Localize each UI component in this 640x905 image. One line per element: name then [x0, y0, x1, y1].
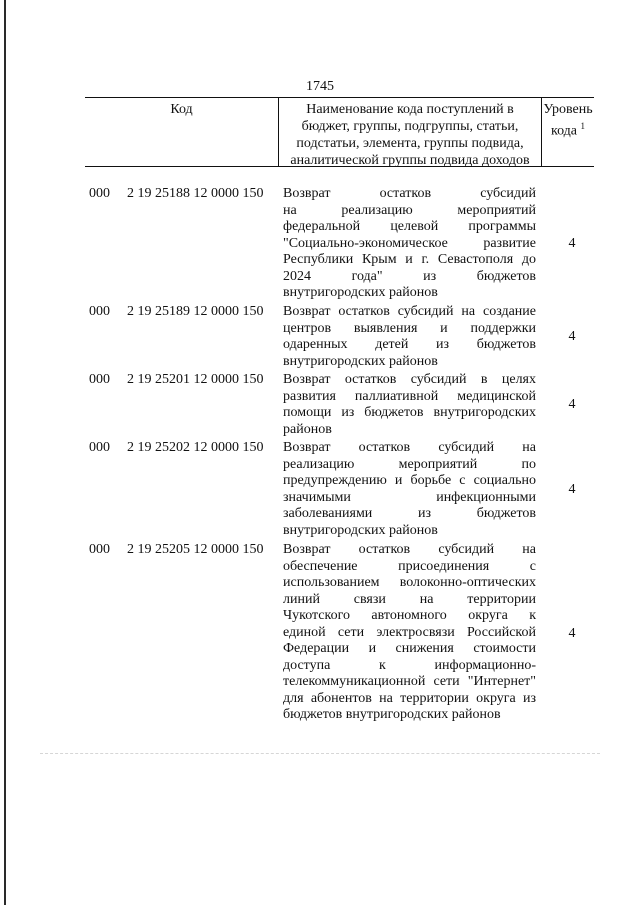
row-code: 2 19 25202 12 0000 150	[127, 440, 264, 455]
header-level	[542, 101, 594, 140]
row-code: 2 19 25201 12 0000 150	[127, 372, 264, 387]
row-level: 4	[568, 482, 576, 497]
row-code: 2 19 25189 12 0000 150	[127, 304, 264, 319]
row-code: 2 19 25188 12 0000 150	[127, 186, 264, 201]
desc-line: для абонентов на территории округа из	[283, 690, 536, 706]
row-description	[283, 304, 536, 370]
header-level-line1: Уровень	[543, 102, 593, 117]
row-class: 000	[89, 186, 110, 201]
desc-line: районов	[283, 421, 332, 437]
desc-line: на реализацию мероприятий	[283, 202, 536, 218]
desc-line: бюджетов внутригородских районов	[283, 707, 501, 722]
header-name	[279, 101, 541, 169]
row-description	[283, 372, 536, 438]
desc-line: Республики Крым и г. Севастополя до	[283, 252, 536, 267]
row-level: 4	[568, 329, 576, 344]
desc-line: Федерации и снижения стоимости	[283, 641, 536, 656]
desc-line: федеральной целевой программы	[283, 219, 536, 234]
desc-line: центров выявления и поддержки	[283, 320, 536, 336]
desc-line: развития паллиативной медицинской	[283, 388, 536, 404]
desc-line: использованием волоконно-оптических	[283, 575, 536, 590]
desc-line: 2024 года" из бюджетов	[283, 268, 536, 284]
desc-line: Возврат остатков субсидий на	[283, 542, 536, 557]
row-level: 4	[568, 236, 576, 251]
desc-line: внутригородских районов	[283, 285, 438, 300]
header-name-line: Наименование кода поступлений в	[306, 102, 514, 117]
desc-line: внутригородских районов	[283, 522, 438, 538]
desc-line: значимыми инфекционными	[283, 489, 536, 505]
row-level: 4	[568, 626, 576, 641]
table-header	[85, 97, 594, 167]
header-level-line2	[542, 118, 594, 140]
desc-line: внутригородских районов	[283, 353, 438, 369]
scan-noise-line	[40, 753, 600, 756]
desc-line: линий связи на территории	[283, 591, 536, 607]
desc-line: Возврат остатков субсидий в целях	[283, 372, 536, 387]
header-name-line: аналитической группы подвида доходов	[290, 153, 530, 168]
row-code: 2 19 25205 12 0000 150	[127, 542, 264, 557]
desc-line: помощи из бюджетов внутригородских	[283, 405, 536, 420]
desc-line: Чукотского автономного округа к	[283, 608, 536, 623]
row-class: 000	[89, 542, 110, 557]
row-class: 000	[89, 372, 110, 387]
header-name-line: бюджет, группы, подгруппы, статьи,	[301, 119, 519, 134]
desc-line: телекоммуникационной сети "Интернет"	[283, 674, 536, 689]
row-description	[283, 542, 536, 724]
header-name-line: подстатьи, элемента, группы подвида,	[296, 136, 524, 151]
row-class: 000	[89, 440, 110, 455]
desc-line: одаренных детей из бюджетов	[283, 337, 536, 352]
scan-left-edge	[4, 0, 6, 905]
footnote-marker: 1	[580, 121, 586, 131]
desc-line: обеспечение присоединения с	[283, 558, 536, 574]
desc-line: предупреждению и борьбе с социально	[283, 473, 536, 488]
row-description	[283, 186, 536, 302]
desc-line: Возврат остатков субсидий на	[283, 440, 536, 455]
header-code: Код	[170, 102, 193, 117]
header-level-word: кода	[550, 123, 578, 139]
row-class: 000	[89, 304, 110, 319]
desc-line: "Социально-экономическое развитие	[283, 235, 536, 251]
header-top-rule	[85, 97, 594, 98]
desc-line: реализацию мероприятий по	[283, 456, 536, 472]
desc-line: доступа к информационно-	[283, 657, 536, 673]
desc-line: заболеваниями из бюджетов	[283, 506, 536, 521]
desc-line: Возврат остатков субсидий	[283, 186, 536, 201]
page-number: 1745	[306, 79, 334, 94]
desc-line: единой сети электросвязи Российской	[283, 624, 536, 640]
row-description	[283, 440, 536, 539]
desc-line: Возврат остатков субсидий на создание	[283, 304, 536, 319]
row-level: 4	[568, 397, 576, 412]
